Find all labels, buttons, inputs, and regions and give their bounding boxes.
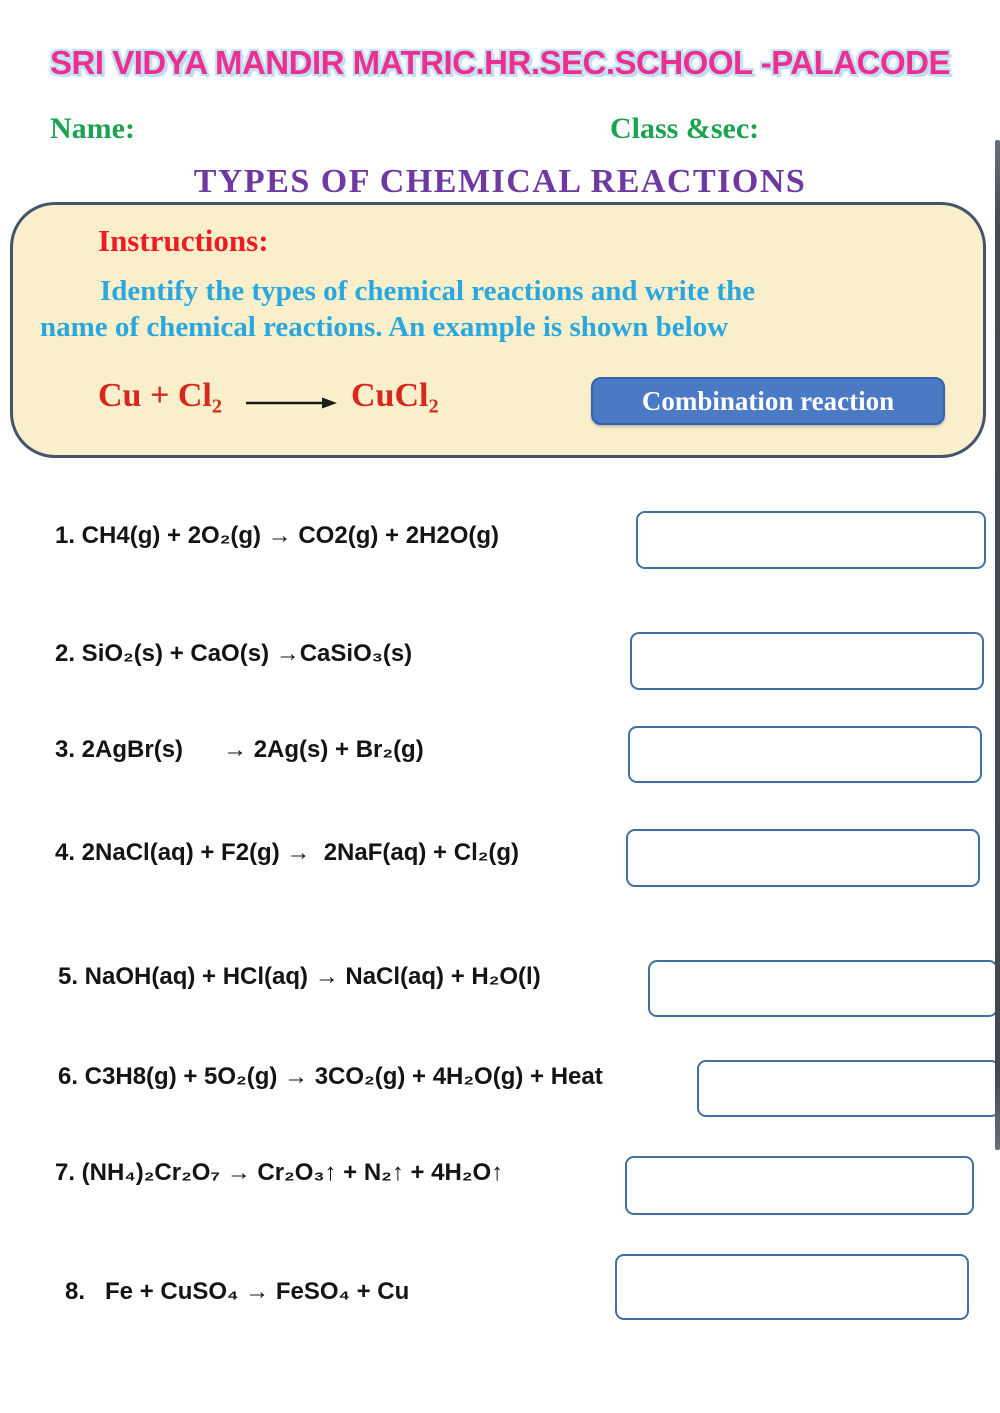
question-6-answer-box[interactable] bbox=[697, 1060, 1000, 1117]
name-label: Name: bbox=[50, 112, 135, 145]
instructions-text-line2: name of chemical reactions. An example is shown below bbox=[40, 311, 729, 343]
question-4-equation: 4. 2NaCl(aq) + F2(g) → 2NaF(aq) + Cl₂(g) bbox=[55, 839, 520, 866]
question-2-equation: 2. SiO₂(s) + CaO(s) →CaSiO₃(s) bbox=[55, 640, 413, 667]
instructions-text-line1: Identify the types of chemical reactions and write the bbox=[100, 275, 756, 307]
question-4-answer-box[interactable] bbox=[626, 829, 980, 887]
scan-edge-artifact bbox=[995, 140, 1000, 1150]
question-6-equation: 6. C3H8(g) + 5O₂(g) → 3CO₂(g) + 4H₂O(g) + Heat bbox=[58, 1063, 603, 1090]
instructions-heading: Instructions: bbox=[98, 223, 269, 258]
question-5-answer-box[interactable] bbox=[648, 960, 998, 1017]
question-8-answer-box[interactable] bbox=[615, 1254, 969, 1320]
right-arrow-icon bbox=[246, 395, 338, 411]
class-section-label: Class &sec: bbox=[610, 112, 760, 145]
example-answer-button[interactable]: Combination reaction bbox=[591, 377, 945, 425]
question-7-answer-box[interactable] bbox=[625, 1156, 974, 1215]
example-product: CuCl₂ bbox=[351, 377, 439, 414]
school-header: SRI VIDYA MANDIR MATRIC.HR.SEC.SCHOOL -PALACODE bbox=[50, 44, 950, 81]
question-1-equation: 1. CH4(g) + 2O₂(g) → CO2(g) + 2H2O(g) bbox=[55, 522, 500, 549]
question-8-equation: 8. Fe + CuSO₄ → FeSO₄ + Cu bbox=[65, 1278, 410, 1305]
question-1-answer-box[interactable] bbox=[636, 511, 986, 569]
question-2-answer-box[interactable] bbox=[630, 632, 984, 690]
question-3-equation: 3. 2AgBr(s) → 2Ag(s) + Br₂(g) bbox=[55, 736, 424, 763]
instructions-box bbox=[10, 202, 986, 458]
example-reactants: Cu + Cl₂ bbox=[98, 377, 223, 414]
question-5-equation: 5. NaOH(aq) + HCl(aq) → NaCl(aq) + H₂O(l) bbox=[58, 963, 541, 990]
question-7-equation: 7. (NH₄)₂Cr₂O₇ → Cr₂O₃↑ + N₂↑ + 4H₂O↑ bbox=[55, 1159, 504, 1186]
page-title: TYPES OF CHEMICAL REACTIONS bbox=[193, 163, 807, 200]
question-3-answer-box[interactable] bbox=[628, 726, 982, 783]
